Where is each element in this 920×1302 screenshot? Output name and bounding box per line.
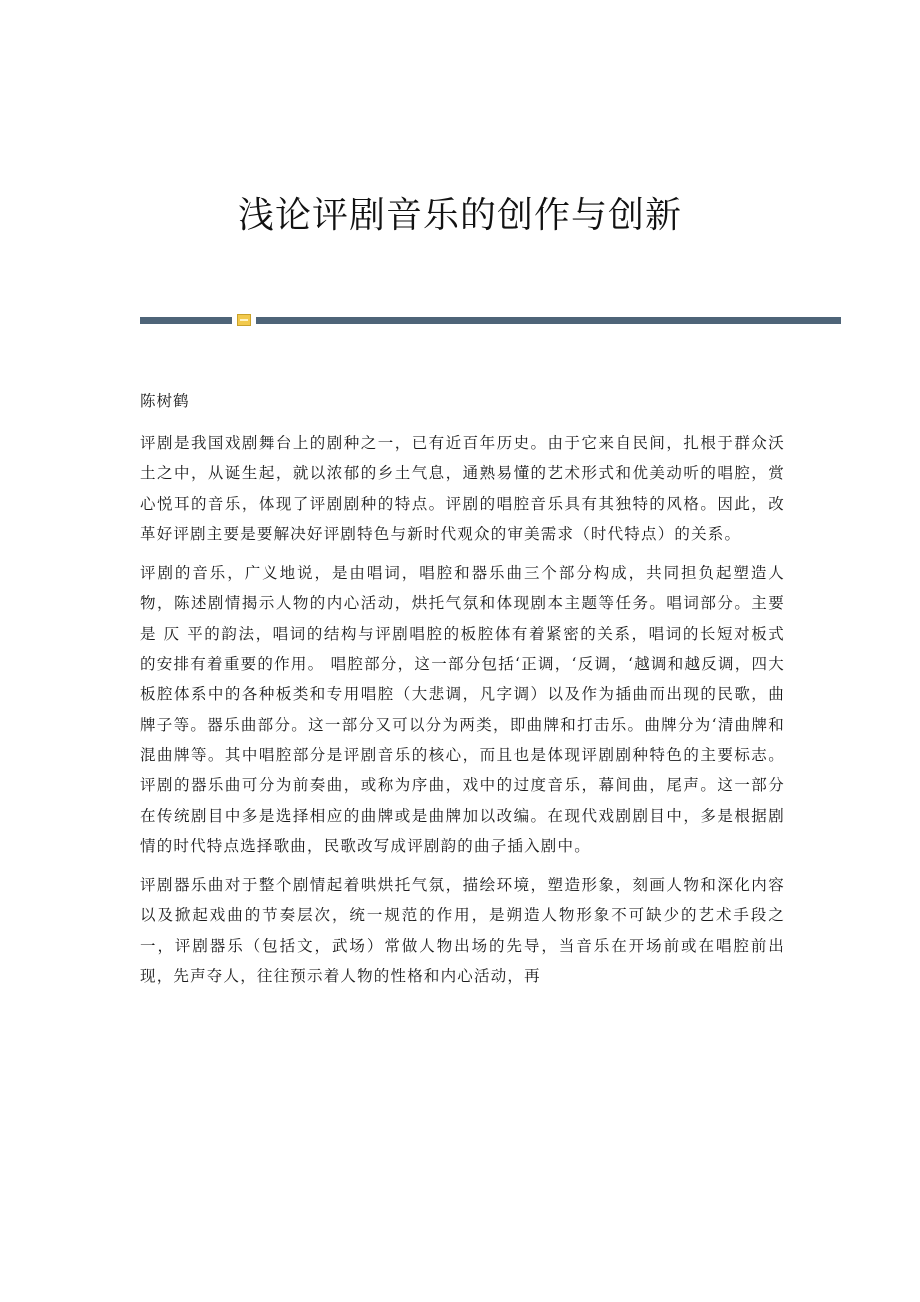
title-divider: [140, 314, 841, 326]
paragraph-1: 评剧是我国戏剧舞台上的剧种之一，已有近百年历史。由于它来自民间，扎根于群众沃土之中，从诞生起，就以浓郁的乡土气息，通熟易懂的艺术形式和优美动听的唱腔，赏心悦耳的音乐，体现了评剧剧种的特点。评剧的唱腔音乐具有其独特的风格。因此，改革好评剧主要是要解决好评剧特色与新时代观众的审美需求（时代特点）的关系。: [140, 434, 785, 543]
paragraph-2: 评剧的音乐，广义地说，是由唱词，唱腔和器乐曲三个部分构成，共同担负起塑造人物，陈述剧情揭示人物的内心活动，烘托气氛和体现剧本主题等任务。唱词部分。主要是 仄 平的韵法，唱词的结构与评剧唱腔的板腔体有着紧密的关系，唱词的长短对板式的安排有着重要的作用。 唱腔部分，这一部分包括‘正调，‘反调，‘越调和越反调，四大板腔体系中的各种板类和专用唱腔（大悲调，凡字调）以及作为插曲而出现的民歌，曲牌子等。器乐曲部分。这一部分又可以分为两类，即曲牌和打击乐。曲牌分为‘清曲牌和混曲牌等。其中唱腔部分是评剧音乐的核心，而且也是体现评剧剧种特色的主要标志。 评剧的器乐曲可分为前奏曲，或称为序曲，戏中的过度音乐，幕间曲，尾声。这一部分在传统剧目中多是选择相应的曲牌或是曲牌加以改编。在现代戏剧剧目中，多是根据剧情的时代特点选择歌曲，民歌改写成评剧韵的曲子插入剧中。: [140, 564, 785, 855]
divider-ornament-icon: [237, 314, 251, 326]
divider-bar-right: [256, 317, 841, 324]
paragraph-3: 评剧器乐曲对于整个剧情起着哄烘托气氛，描绘环境，塑造形象，刻画人物和深化内容以及掀起戏曲的节奏层次，统一规范的作用，是朔造人物形象不可缺少的艺术手段之一，评剧器乐（包括文，武场）常做人物出场的先导，当音乐在开场前或在唱腔前出现，先声夺人，往往预示着人物的性格和内心活动，再: [140, 876, 785, 986]
divider-bar-left: [140, 317, 232, 324]
document-title: 浅论评剧音乐的创作与创新: [237, 195, 682, 236]
author-name: 陈树鹤: [140, 392, 190, 410]
document-body: [140, 386, 785, 1000]
